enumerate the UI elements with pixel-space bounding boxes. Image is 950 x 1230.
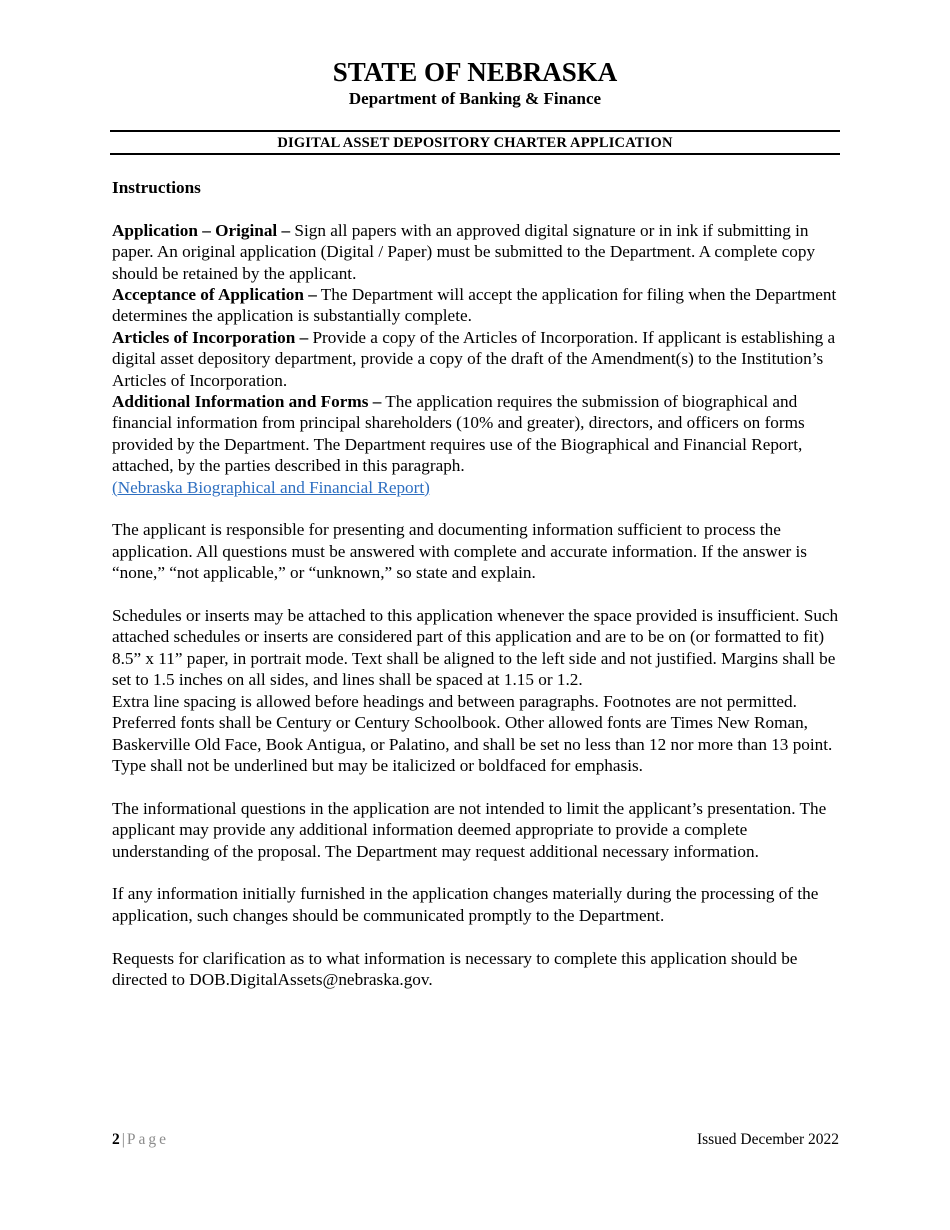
- paragraph-schedules: Schedules or inserts may be attached to this application whenever the space provided is insufficient. Such attached schedules or inserts are considered part of this application and are to be on (or formatted to fit) 8.5” x 11” paper, in portrait mode. Text shall be aligned to the left side and not justified. Margins shall be set to 1.5 inches on all sides, and lines shall be spaced at 1.15 or 1.2.: [112, 606, 839, 690]
- footer-separator: |: [121, 1131, 125, 1148]
- paragraph-responsibility: The applicant is responsible for presenting and documenting information sufficient to process the application. All questions must be answered with complete and accurate information. If the answer is “none,” “not applicable,” or “unknown,” so state and explain.: [112, 520, 807, 583]
- instruction-additional-info: [112, 391, 847, 477]
- page-footer: [112, 1129, 839, 1151]
- instruction-text: The application requires the submission of biographical and financial information from principal shareholders (10% and greater), directors, and officers on forms provided by the Department. The Department requires use of the Biographical and Financial Report, attached, by the parties described in this paragraph.: [112, 392, 805, 476]
- document-body: [112, 177, 847, 990]
- instruction-acceptance: [112, 284, 847, 327]
- paragraph-clarification: Requests for clarification as to what information is necessary to complete this application should be directed to DOB.DigitalAssets@nebraska.gov.: [112, 948, 798, 989]
- department-name: Department of Banking & Finance: [348, 89, 602, 108]
- instruction-label: Acceptance of Application –: [112, 285, 317, 305]
- biographical-report-link[interactable]: (Nebraska Biographical and Financial Report): [112, 477, 430, 497]
- instruction-label: Articles of Incorporation –: [112, 327, 309, 347]
- instruction-label: Application – Original –: [112, 220, 291, 240]
- paragraph-informational: The informational questions in the application are not intended to limit the applicant’s presentation. The applicant may provide any additional information deemed appropriate to provide a complete understanding of the proposal. The Department may request additional necessary information.: [112, 798, 827, 861]
- instruction-articles: [112, 327, 847, 391]
- instruction-text: Sign all papers with an approved digital signature or in ink if submitting in paper. An original application (Digital / Paper) must be submitted to the Department. A complete copy should be retained by the applicant.: [112, 220, 816, 283]
- top-rule: [110, 130, 840, 132]
- bottom-rule: [110, 153, 840, 155]
- instruction-application-original: [112, 220, 847, 284]
- form-title: DIGITAL ASSET DEPOSITORY CHARTER APPLICATION: [277, 135, 673, 151]
- instruction-text: Provide a copy of the Articles of Incorporation. If applicant is establishing a digital asset depository department, provide a copy of the draft of the Amendment(s) to the Institution’s Articles of Incorporation.: [112, 327, 836, 390]
- instructions-heading: Instructions: [112, 178, 201, 197]
- paragraph-changes: If any information initially furnished in the application changes materially during the processing of the application, such changes should be communicated promptly to the Department.: [112, 884, 819, 925]
- page-number: 2: [112, 1131, 120, 1148]
- instruction-label: Additional Information and Forms –: [112, 392, 382, 412]
- page-title: STATE OF NEBRASKA: [332, 57, 618, 87]
- instruction-text: The Department will accept the application for filing when the Department determines the application is substantially complete.: [112, 285, 837, 326]
- page-indicator: [112, 1129, 169, 1151]
- paragraph-formatting: Extra line spacing is allowed before headings and between paragraphs. Footnotes are not permitted. Preferred fonts shall be Century or Century Schoolbook. Other allowed fonts are Times New Roman, Baskerville Old Face, Book Antigua, or Palatino, and shall be set no less than 12 nor more than 13 point. Type shall not be underlined but may be italicized or boldfaced for emphasis.: [112, 691, 833, 775]
- page-label: Page: [126, 1131, 169, 1148]
- issued-date: Issued December 2022: [696, 1131, 839, 1148]
